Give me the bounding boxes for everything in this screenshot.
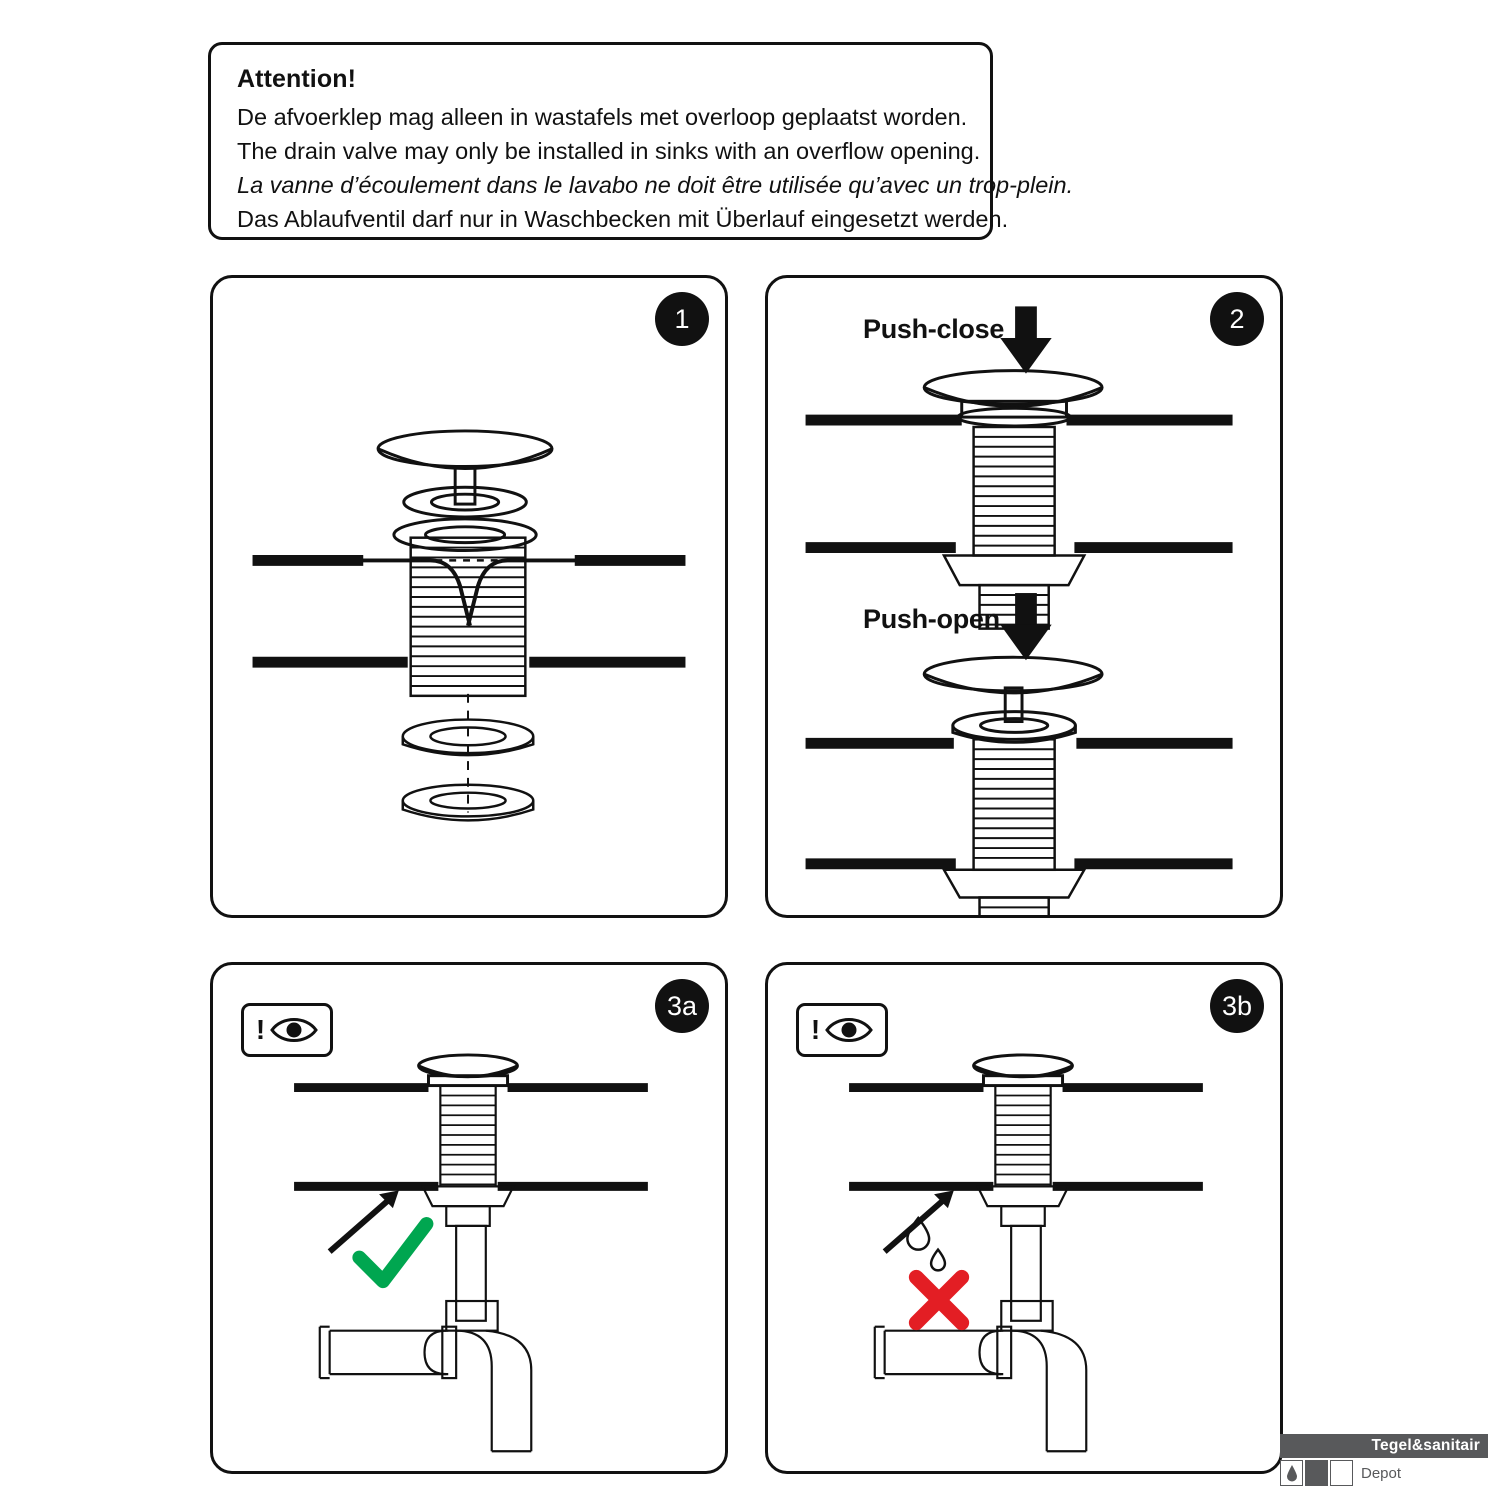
push-close-label: Push-close [863, 314, 1005, 344]
correct-installation-diagram [213, 965, 725, 1471]
step-panel-1 [210, 275, 728, 918]
logo-swatch-drop [1280, 1460, 1303, 1486]
down-arrow-close [1000, 306, 1051, 373]
cross-mark-icon [916, 1277, 961, 1322]
pointer-arrow-3a [330, 1190, 399, 1251]
step-badge-3a: 3a [655, 979, 709, 1033]
attention-line-nl: De afvoerklep mag alleen in wastafels met overloop geplaatst worden. [237, 104, 968, 130]
push-open-label: Push-open [863, 604, 1000, 634]
brand-logo [1280, 1434, 1488, 1490]
incorrect-installation-diagram [768, 965, 1280, 1471]
exclamation-mark: ! [255, 1014, 266, 1045]
attention-line-en: The drain valve may only be installed in sinks with an overflow opening. [237, 138, 981, 164]
push-close-push-open-diagram [768, 278, 1280, 915]
attention-line-fr: La vanne d’écoulement dans le lavabo ne doit être utilisée qu’avec un trop-plein. [237, 172, 1074, 198]
logo-swatches [1280, 1460, 1353, 1486]
step-badge-3b: 3b [1210, 979, 1264, 1033]
attention-box [208, 42, 1074, 240]
brand-name-top: Tegel&sanitair [1280, 1434, 1488, 1458]
exploded-drain-valve-diagram [213, 278, 725, 915]
logo-swatch-empty [1330, 1460, 1353, 1486]
attention-line-de: Das Ablaufventil darf nur in Waschbecken mit Überlauf eingesetzt werden. [237, 206, 1009, 232]
water-drop-icon [907, 1218, 945, 1270]
brand-name-bottom: Depot [1361, 1464, 1402, 1482]
step-badge-1: 1 [655, 292, 709, 346]
logo-swatch-filled [1305, 1460, 1328, 1486]
brand-logo-bottom [1280, 1459, 1488, 1487]
exclamation-mark: ! [810, 1014, 821, 1045]
check-mark-icon [359, 1224, 426, 1281]
step-panel-3a [210, 962, 728, 1474]
down-arrow-open [1000, 593, 1051, 660]
step-panel-3b [765, 962, 1283, 1474]
step-badge-2: 2 [1210, 292, 1264, 346]
step-panel-2 [765, 275, 1283, 918]
attention-title: Attention! [237, 65, 357, 93]
